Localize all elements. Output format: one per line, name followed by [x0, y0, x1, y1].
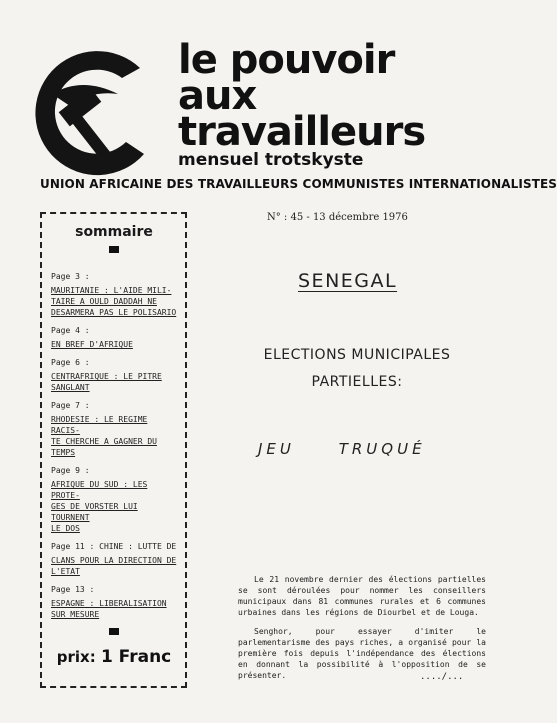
price-value: 1 Franc [100, 647, 172, 667]
issue-number: N° : 45 - 13 décembre 1976 [267, 212, 408, 223]
toc-item [51, 584, 177, 620]
toc-item [51, 271, 177, 318]
article-country: SENEGAL [298, 270, 398, 292]
sommaire-divider [109, 246, 119, 253]
article-paragraph-2: Senghor, pour essayer d'imiter le parlementarisme des pays riches, a organisé pour la première fois depuis l'indépendance des élections en donnant la possibilité à l'opposition de se présenter. [238, 627, 486, 680]
toc-text: AFRIQUE DU SUD : LES PROTE- GES DE VORSTER LUI TOURNENT LE DOS [51, 480, 148, 533]
toc-text: CLANS POUR LA DIRECTION DE L'ETAT [51, 556, 177, 576]
toc-item [51, 357, 177, 393]
toc-page: Page 4 : [51, 326, 90, 335]
toc-text: ESPAGNE : LIBERALISATION SUR MESURE [51, 599, 167, 619]
organization-name: UNION AFRICAINE DES TRAVAILLEURS COMMUNISTES INTERNATIONALISTES [40, 177, 557, 191]
toc-text: EN BREF D'AFRIQUE [51, 340, 133, 349]
headline-line-2: PARTIELLES: [311, 374, 403, 390]
sommaire-divider [109, 628, 119, 635]
toc-item [51, 541, 177, 577]
toc-text: CENTRAFRIQUE : LE PITRE SANGLANT [51, 372, 162, 392]
toc-item [51, 465, 177, 534]
toc-text: MAURITANIE : L'AIDE MILI- TAIRE A OULD DADDAH NE DESARMERA PAS LE POLISARIO [51, 286, 177, 317]
sommaire-box [40, 212, 187, 688]
headline-line-1: ELECTIONS MUNICIPALES [263, 347, 451, 363]
masthead-subtitle: mensuel trotskyste [178, 150, 364, 170]
toc-page: Page 3 : [51, 272, 90, 281]
headline-line-3: JEU TRUQUÉ [258, 440, 426, 458]
toc-page: Page 9 : [51, 466, 90, 475]
toc-page: Page 6 : [51, 358, 90, 367]
toc-item [51, 400, 177, 458]
article-paragraph-1: Le 21 novembre dernier des élections partielles se sont déroulées pour nommer les conseillers municipaux dans 81 communes rurales et 6 communes urbaines dans les régions de Diourbel et de Louga. [238, 575, 486, 617]
toc-text: RHODESIE : LE REGIME RACIS- TE CHERCHE A GAGNER DU TEMPS [51, 415, 157, 457]
price-label: prix: [56, 648, 96, 666]
masthead-title-line-2: aux [178, 73, 257, 119]
masthead-title-line-3: travailleurs [178, 109, 426, 155]
toc-page: Page 13 : [51, 585, 95, 594]
continued-marker: ..../... [420, 672, 464, 682]
toc-item [51, 325, 177, 350]
masthead-title-line-1: le pouvoir [178, 37, 395, 83]
hammer-sickle-logo [22, 36, 172, 186]
toc-page: Page 11 : CHINE : LUTTE DE [51, 542, 177, 551]
price [51, 647, 177, 667]
toc-page: Page 7 : [51, 401, 90, 410]
sommaire-title: sommaire [75, 224, 153, 240]
